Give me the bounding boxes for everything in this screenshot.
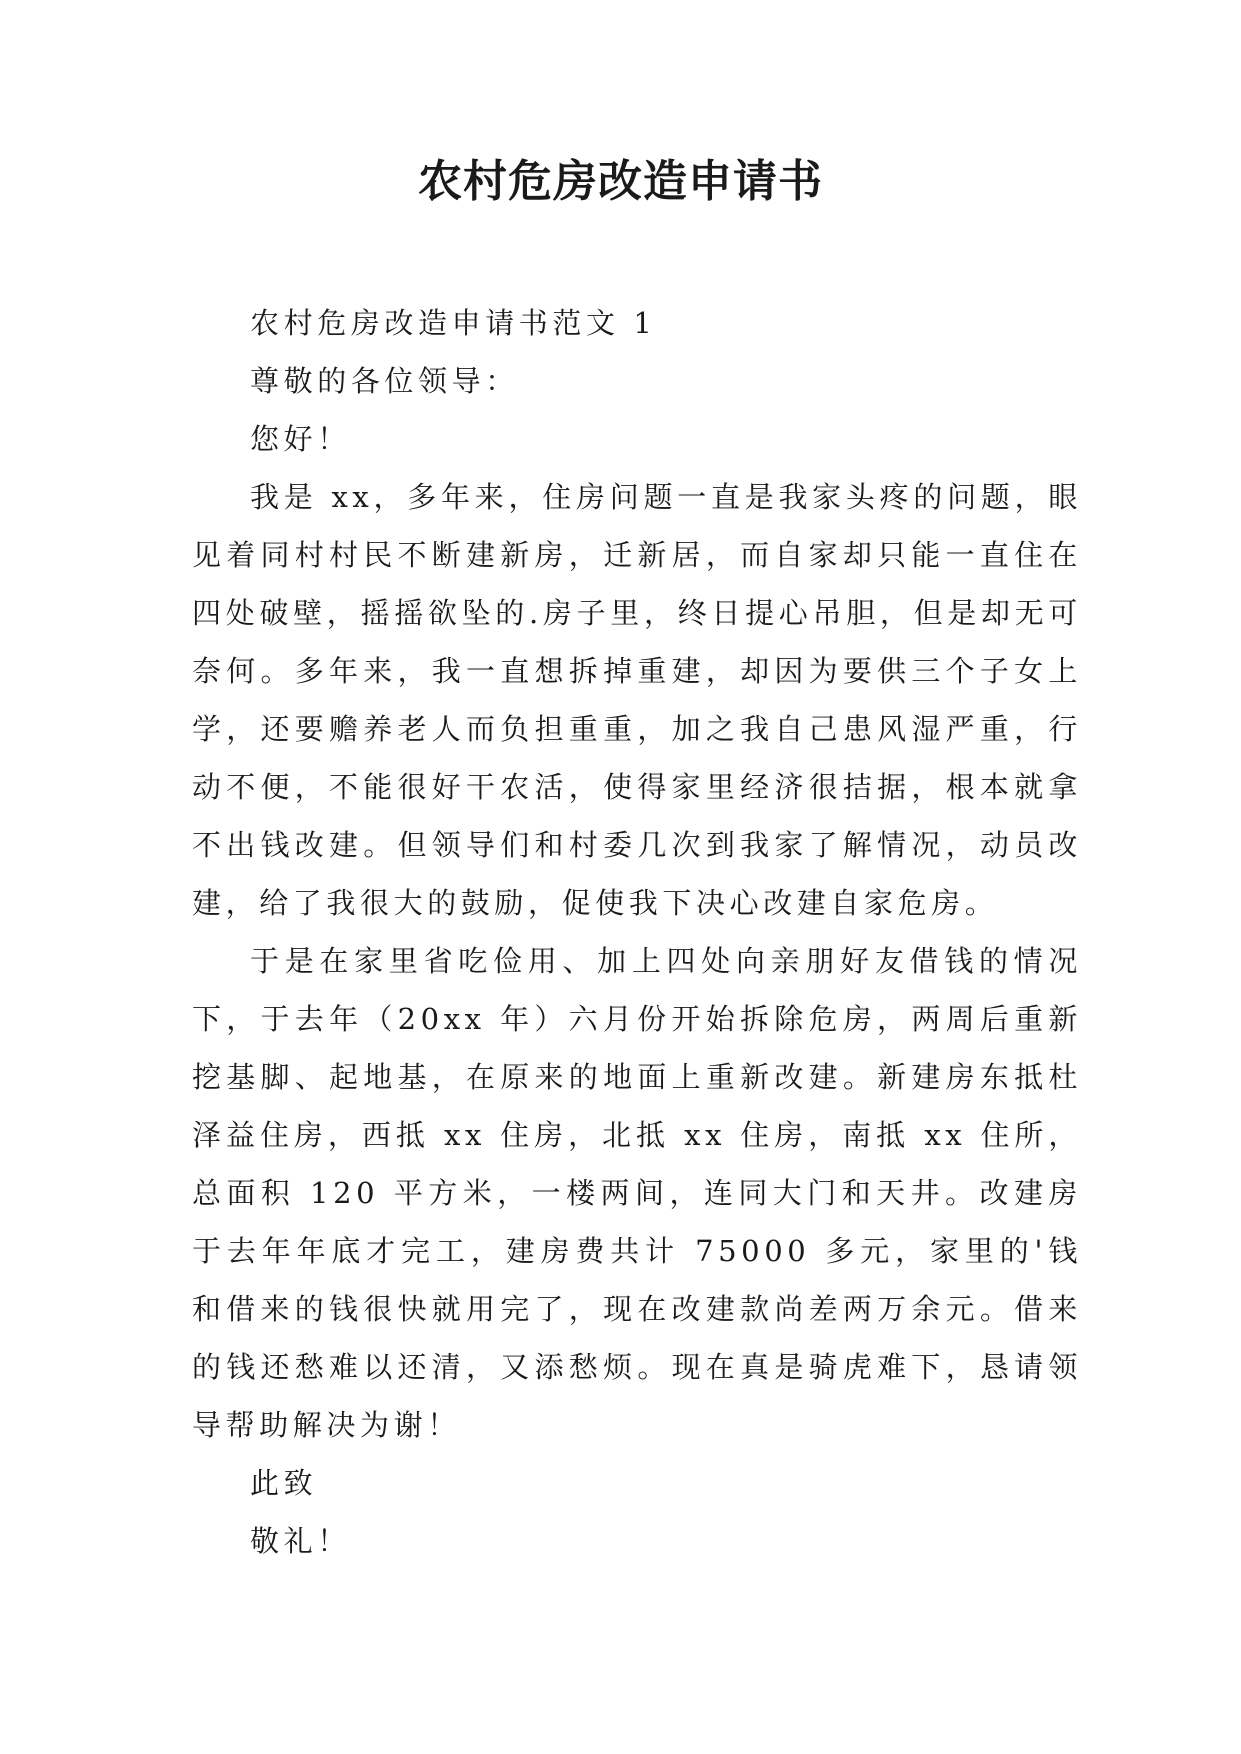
closing-line: 此致 [250,1466,318,1500]
document-body [192,294,1082,1570]
salutation: 尊敬的各位领导： [250,364,519,398]
body-paragraph-2: 于是在家里省吃俭用、加上四处向亲朋好友借钱的情况下，于去年（20xx 年）六月份开始拆除危房，两周后重新挖基脚、起地基，在原来的地面上重新改建。新建房东抵杜泽益住房，西抵 xx 住房，北抵 xx 住房，南抵 xx 住所，总面积 120 平方米，一楼两间，连同大门和天井。改建房于去年年底才完工，建房费共计 75000 多元，家里的'钱和借来的钱很快就用完了，现在改建款尚差两万余元。借来的钱还愁难以还清，又添愁烦。现在真是骑虎难下，恳请领导帮助解决为谢！ [192,944,1082,1442]
greeting: 您好！ [250,422,351,456]
section-heading: 农村危房改造申请书范文 1 [250,306,657,340]
document-title: 农村危房改造申请书 [418,156,823,207]
closing-salute: 敬礼！ [250,1524,351,1558]
body-paragraph-1: 我是 xx，多年来，住房问题一直是我家头疼的问题，眼见着同村村民不断建新房，迁新居，而自家却只能一直住在四处破壁，摇摇欲坠的.房子里，终日提心吊胆，但是却无可奈何。多年来，我一直想拆掉重建，却因为要供三个子女上学，还要赡养老人而负担重重，加之我自己患风湿严重，行动不便，不能很好干农活，使得家里经济很拮据，根本就拿不出钱改建。但领导们和村委几次到我家了解情况，动员改建，给了我很大的鼓励，促使我下决心改建自家危房。 [192,480,1082,920]
